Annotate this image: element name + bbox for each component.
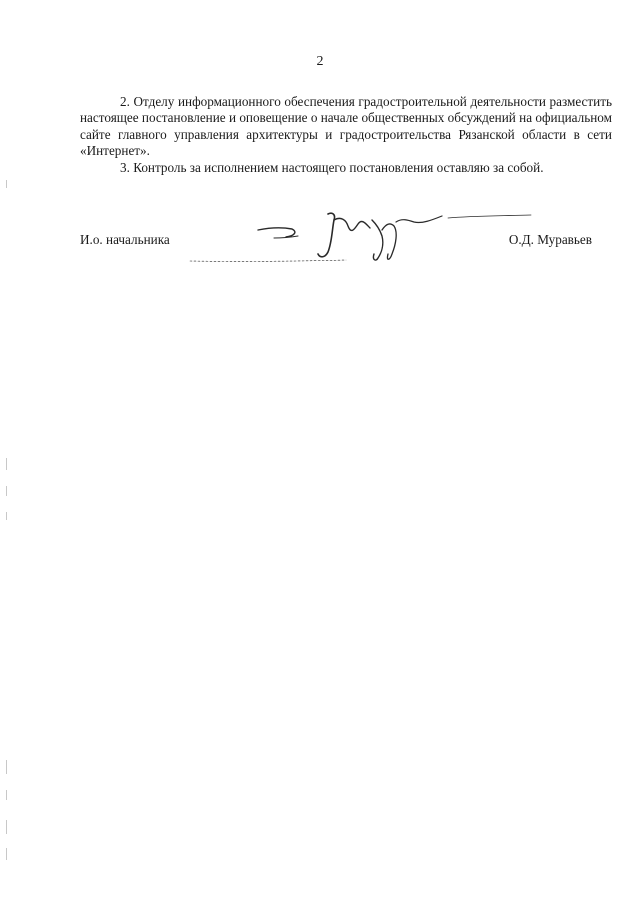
signatory-title: И.о. начальника	[80, 232, 170, 247]
signature-block	[80, 232, 612, 272]
paragraph-2: 2. Отделу информационного обеспечения градостроительной деятельности разместить настоящее постановление и оповещение о начале общественных обсуждений на официальном сайте главного управления архитектуры и градостроительства Рязанской области в сети «Интернет».	[80, 94, 612, 159]
page-number: 2	[316, 54, 324, 69]
body-text	[80, 94, 612, 176]
signatory-name: О.Д. Муравьев	[508, 232, 592, 247]
scan-edge-marks	[6, 0, 10, 905]
paragraph-3: 3. Контроль за исполнением настоящего постановления оставляю за собой.	[120, 159, 544, 175]
